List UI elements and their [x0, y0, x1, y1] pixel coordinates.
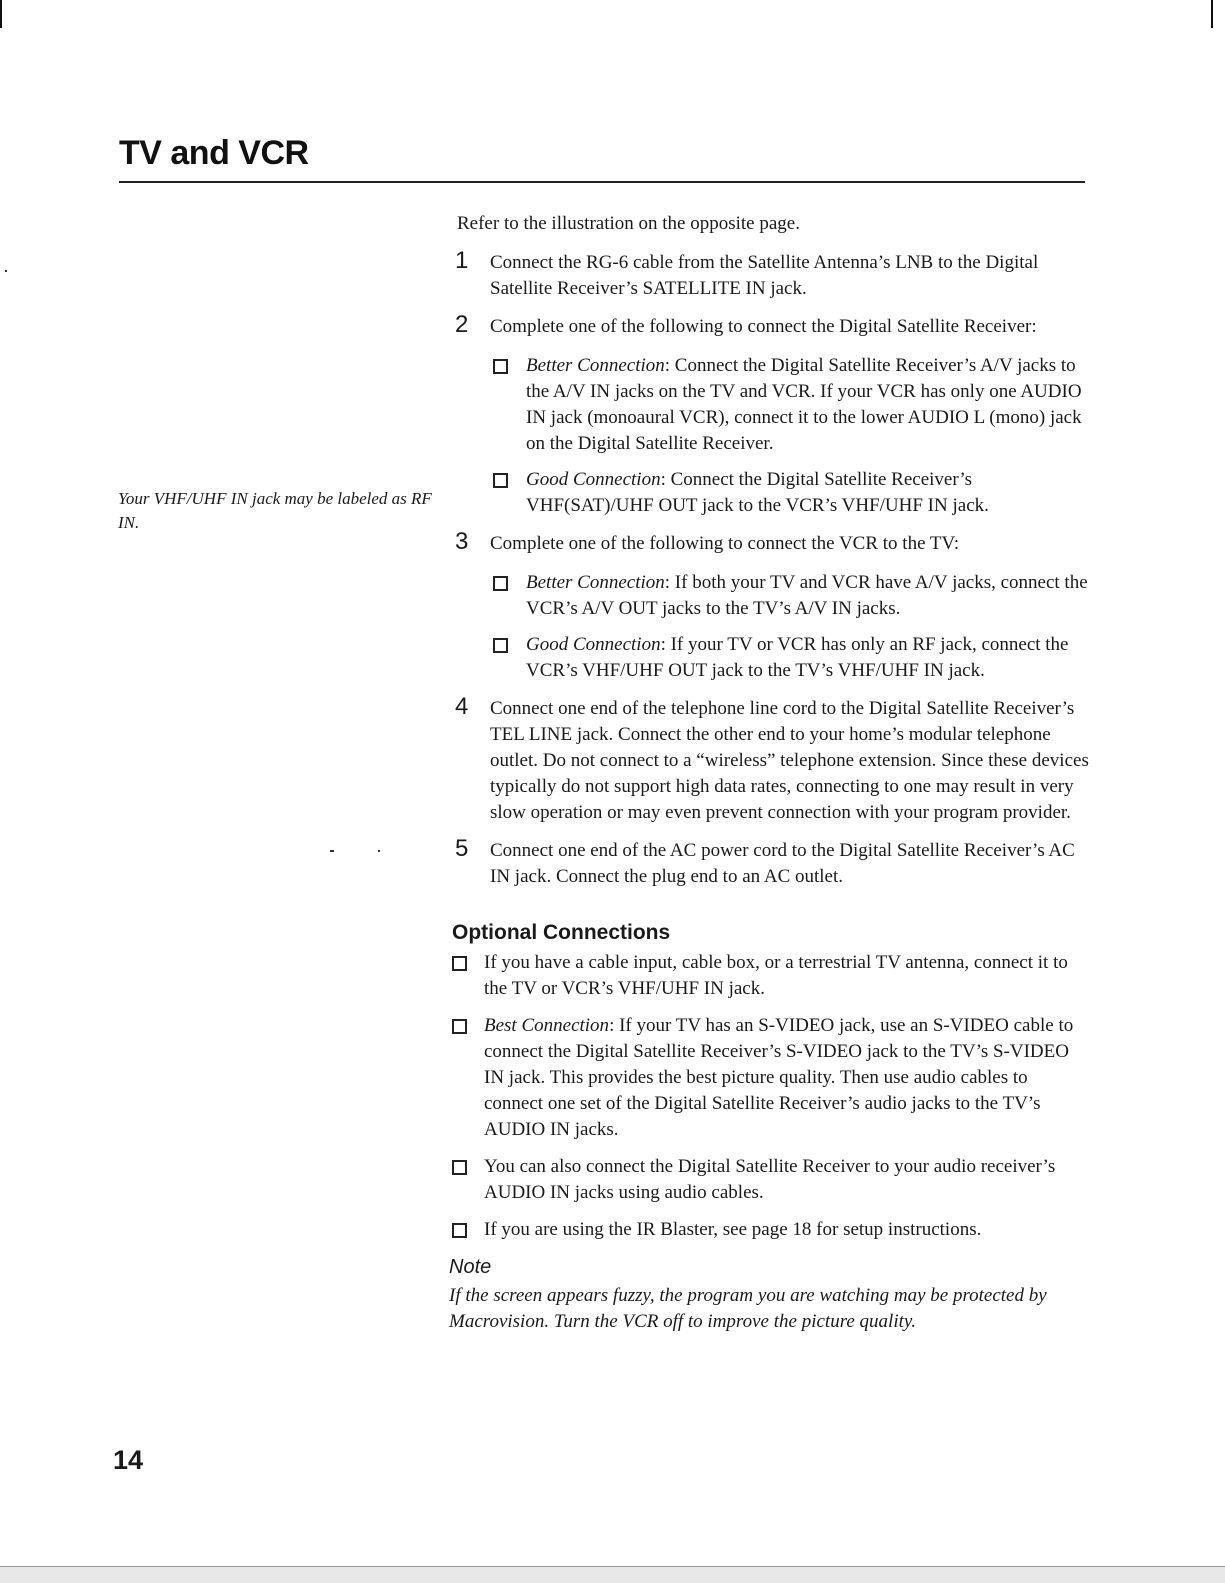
step-text: Complete one of the following to connect the Digital Satellite Receiver:: [490, 316, 1037, 337]
step-3: [455, 528, 1090, 684]
note-text: If the screen appears fuzzy, the program you are watching may be protected by Macrovision. Turn the VCR off to improve the picture quality.: [449, 1285, 1047, 1332]
optional-item: [452, 1013, 1090, 1143]
intro-text: Refer to the illustration on the opposite page.: [457, 213, 800, 234]
step-text: Complete one of the following to connect the VCR to the TV:: [490, 533, 960, 554]
step-number: 2: [455, 311, 469, 338]
note-heading: Note: [449, 1256, 492, 1278]
option-label: Better Connection: [526, 572, 665, 593]
option-text: : If your TV or VCR has only an RF jack, connect the VCR’s VHF/UHF OUT jack to the TV’s VHF/UHF IN jack.: [526, 634, 1069, 681]
option-text: : If your TV has an S-VIDEO jack, use an S-VIDEO cable to connect the Digital Satellite Receiver’s S-VIDEO jack to the TV’s S-VIDEO IN jack. This provides the best picture quality. Then use audio cables to connect one set of the Digital Satellite Receiver’s audio jacks to the TV’s AUDIO IN jacks.: [484, 1015, 1074, 1140]
checkbox-icon: [493, 576, 508, 591]
option-label: Best Connection: [484, 1015, 610, 1036]
checkbox-icon: [493, 473, 508, 488]
step-number: 1: [455, 247, 469, 274]
sub-option: [490, 570, 1090, 622]
option-text: If you are using the IR Blaster, see page 18 for setup instructions.: [484, 1219, 982, 1240]
scan-edge-right: [1211, 0, 1213, 28]
option-text: : Connect the Digital Satellite Receiver’s VHF(SAT)/UHF OUT jack to the VCR’s VHF/UHF IN jack.: [526, 469, 989, 516]
step-text: Connect one end of the AC power cord to the Digital Satellite Receiver’s AC IN jack. Connect the plug end to an AC outlet.: [490, 840, 1075, 887]
checkbox-icon: [452, 1223, 467, 1238]
main-content: [449, 211, 1090, 1335]
step-text: Connect one end of the telephone line cord to the Digital Satellite Receiver’s TEL LINE jack. Connect the other end to your home’s modular telephone outlet. Do not connect to a “wireless” telephone extension. Since these devices typically do not support high data rates, connecting to one may result in very slow operation or may even prevent connection with your program provider.: [490, 698, 1089, 823]
step-number: 5: [455, 835, 469, 862]
checkbox-icon: [452, 956, 467, 971]
step-5: [455, 835, 1090, 890]
option-text: : Connect the Digital Satellite Receiver’s A/V jacks to the A/V IN jacks on the TV and VCR. If your VCR has only one AUDIO IN jack (monoaural VCR), connect it to the lower AUDIO L (mono) jack on the Digital Satellite Receiver.: [526, 355, 1082, 454]
step-1: [455, 247, 1090, 302]
step-number: 3: [455, 528, 469, 555]
scan-speck: [5, 270, 7, 272]
step-2: [455, 311, 1090, 519]
step-4: [455, 693, 1090, 826]
title-rule: [119, 181, 1085, 183]
sub-option: [490, 632, 1090, 684]
page-title: TV and VCR: [119, 134, 309, 172]
option-text: If you have a cable input, cable box, or a terrestrial TV antenna, connect it to the TV or VCR’s VHF/UHF IN jack.: [484, 952, 1068, 999]
scan-speck: [378, 850, 380, 852]
optional-item: [452, 950, 1090, 1002]
checkbox-icon: [452, 1019, 467, 1034]
step-text: Connect the RG-6 cable from the Satellite Antenna’s LNB to the Digital Satellite Receiver’s SATELLITE IN jack.: [490, 252, 1039, 299]
sub-options: [490, 570, 1090, 684]
checkbox-icon: [452, 1160, 467, 1175]
page-number: 14: [113, 1445, 144, 1475]
option-label: Good Connection: [526, 634, 661, 655]
sub-option: [490, 353, 1090, 457]
checkbox-icon: [493, 359, 508, 374]
sub-option: [490, 467, 1090, 519]
option-text: You can also connect the Digital Satellite Receiver to your audio receiver’s AUDIO IN jacks using audio cables.: [484, 1156, 1056, 1203]
scan-bottom-edge: [0, 1566, 1225, 1583]
margin-note: Your VHF/UHF IN jack may be labeled as RF IN.: [118, 489, 432, 532]
checkbox-icon: [493, 638, 508, 653]
optional-item: [452, 1217, 1090, 1243]
optional-item: [452, 1154, 1090, 1206]
option-label: Good Connection: [526, 469, 661, 490]
scan-edge-left: [0, 0, 2, 28]
scan-speck: [330, 850, 334, 852]
option-text: : If both your TV and VCR have A/V jacks, connect the VCR’s A/V OUT jacks to the TV’s A/V IN jacks.: [526, 572, 1088, 619]
step-number: 4: [455, 693, 469, 720]
optional-connections-heading: Optional Connections: [452, 921, 671, 944]
sub-options: [490, 353, 1090, 519]
option-label: Better Connection: [526, 355, 665, 376]
